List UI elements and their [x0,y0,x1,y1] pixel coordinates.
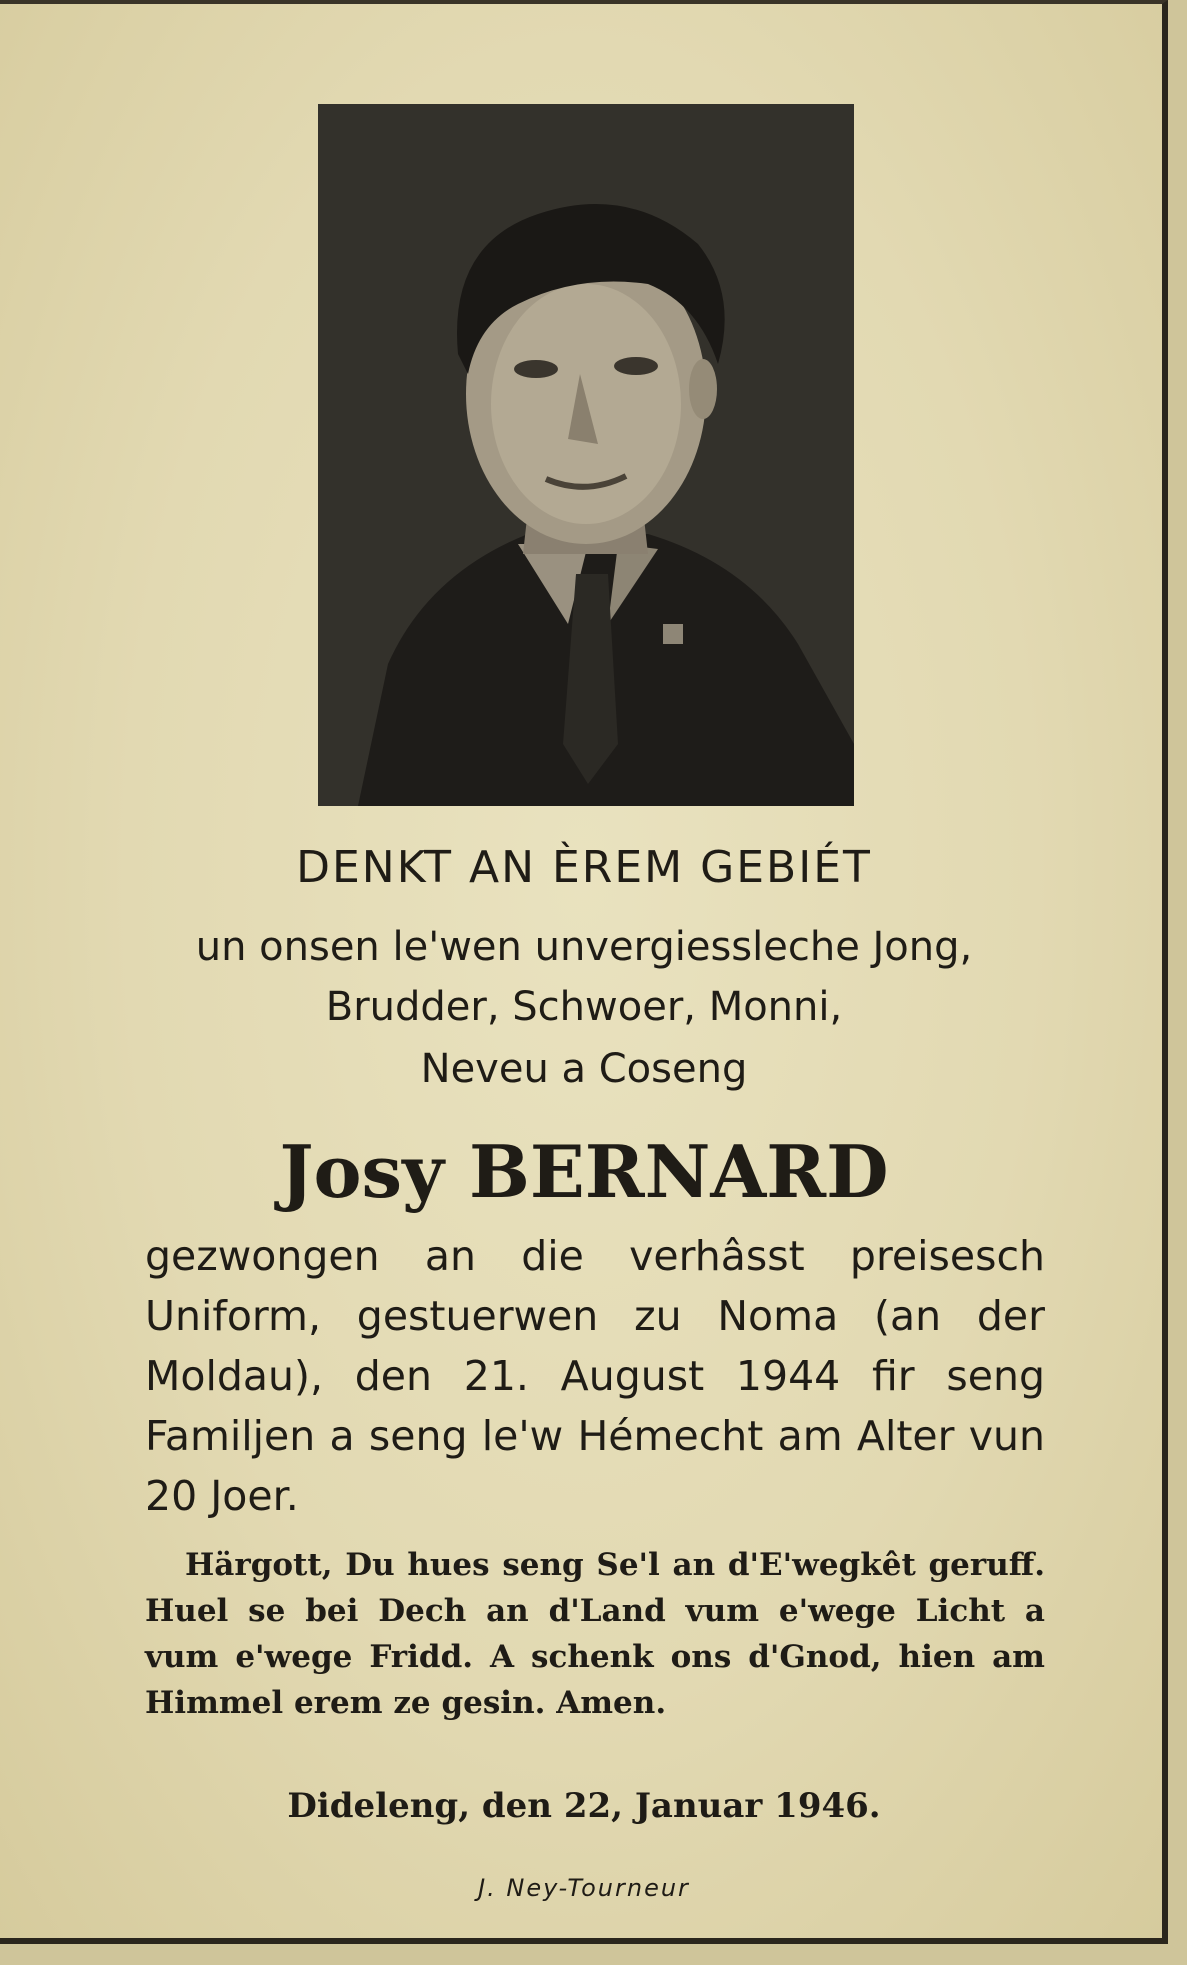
place-and-date: Dideleng, den 22, Januar 1946. [287,1786,881,1826]
biography-text: gezwongen an die verhâsst preisesch Uniform, gestuerwen zu Noma (an der Moldau), den 21. August 1944 fir seng Familjen a seng le'w Hémecht am Alter vun 20 Joer. [145,1232,1045,1520]
deceased-name: Josy BERNARD [279,1129,889,1214]
intro-line-3: Neveu a Coseng [420,1046,748,1092]
prayer-text: Härgott, Du hues seng Se'l an d'E'wegkêt geruff. Huel se bei Dech an d'Land vum e'wege Licht a vum e'wege Fridd. A schenk ons d'Gnod, hien am Himmel erem ze gesin. Amen. [145,1547,1045,1721]
intro-line-2: Brudder, Schwoer, Monni, [325,984,843,1030]
portrait-photo [318,104,854,806]
heading: DENKT AN ÈREM GEBIÉT [296,842,872,893]
printer-imprint: J. Ney-Tourneur [478,1874,690,1902]
intro-line-1: un onsen le'wen unvergiessleche Jong, [195,924,973,970]
